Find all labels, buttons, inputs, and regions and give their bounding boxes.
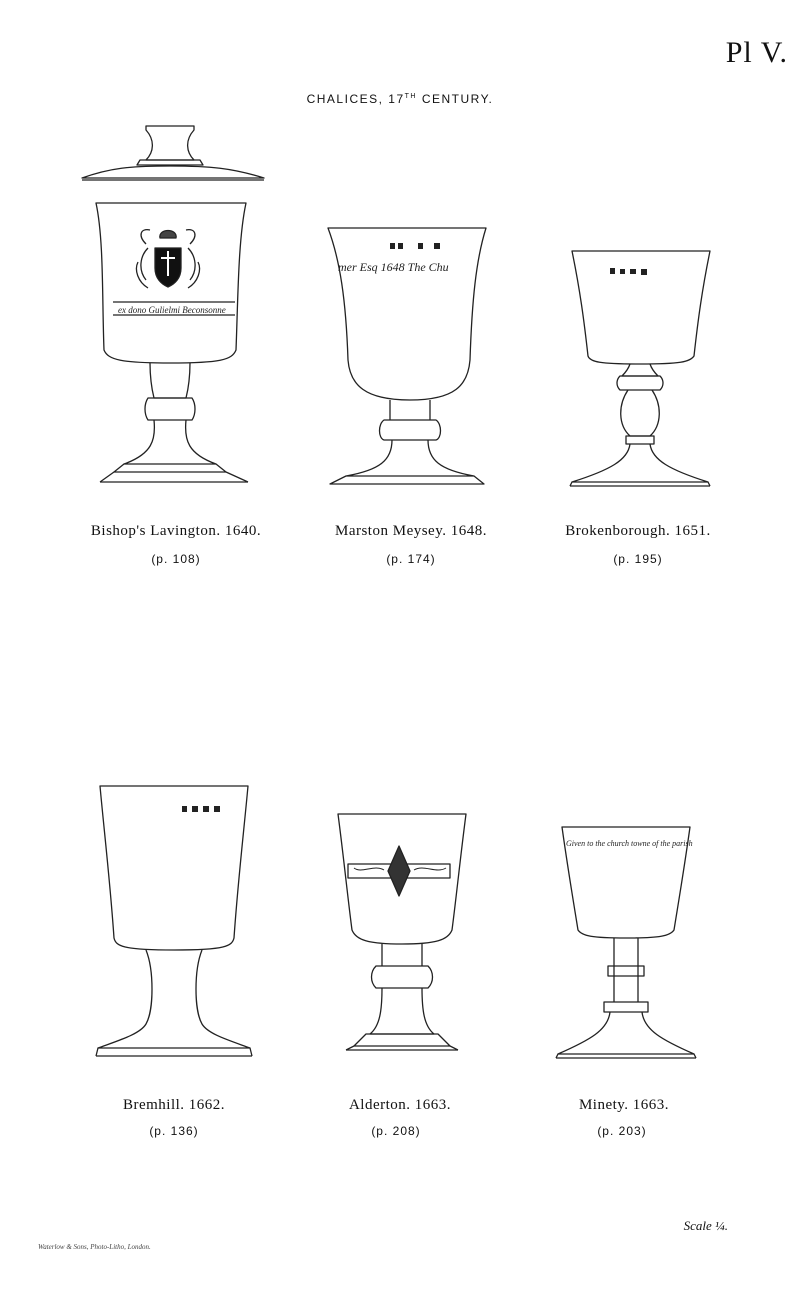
- page-ref-brokenborough: (p. 195): [613, 552, 663, 566]
- scale-note: Scale ¼.: [683, 1218, 728, 1233]
- plate-title: CHALICES, 17TH CENTURY.: [306, 92, 494, 106]
- printer-imprint: Waterlow & Sons, Photo-Litho, London.: [38, 1243, 151, 1251]
- caption-brokenborough: Brokenborough. 1651.: [565, 523, 711, 539]
- page-ref-alderton: (p. 208): [371, 1124, 421, 1138]
- caption-marston-meysey: Marston Meysey. 1648.: [334, 523, 487, 539]
- caption-bremhill: Bremhill. 1662.: [122, 1097, 226, 1113]
- chalice-bishops-lavington-drawing: [82, 126, 264, 482]
- plate-number: Pl V.: [725, 36, 788, 69]
- chalice-minety-drawing: [556, 827, 696, 1058]
- caption-minety: Minety. 1663.: [578, 1097, 670, 1113]
- caption-bishops-lavington: Bishop's Lavington. 1640.: [90, 523, 262, 539]
- page-ref-minety: (p. 203): [597, 1124, 647, 1138]
- inscription-bishops-lavington: ex dono Gulielmi Beconsonne: [118, 305, 226, 315]
- chalice-brokenborough-drawing: [570, 251, 710, 486]
- page-ref-marston-meysey: (p. 174): [386, 552, 436, 566]
- chalice-alderton-drawing: [338, 814, 466, 1050]
- chalice-bremhill-drawing: [96, 786, 252, 1056]
- inscription-minety: Given to the church towne of the parish: [566, 839, 693, 848]
- page-ref-bremhill: (p. 136): [149, 1124, 199, 1138]
- caption-alderton: Alderton. 1663.: [348, 1097, 452, 1113]
- page-ref-bishops-lavington: (p. 108): [151, 552, 201, 566]
- inscription-marston-meysey: mer Esq 1648 The Chu: [338, 260, 449, 274]
